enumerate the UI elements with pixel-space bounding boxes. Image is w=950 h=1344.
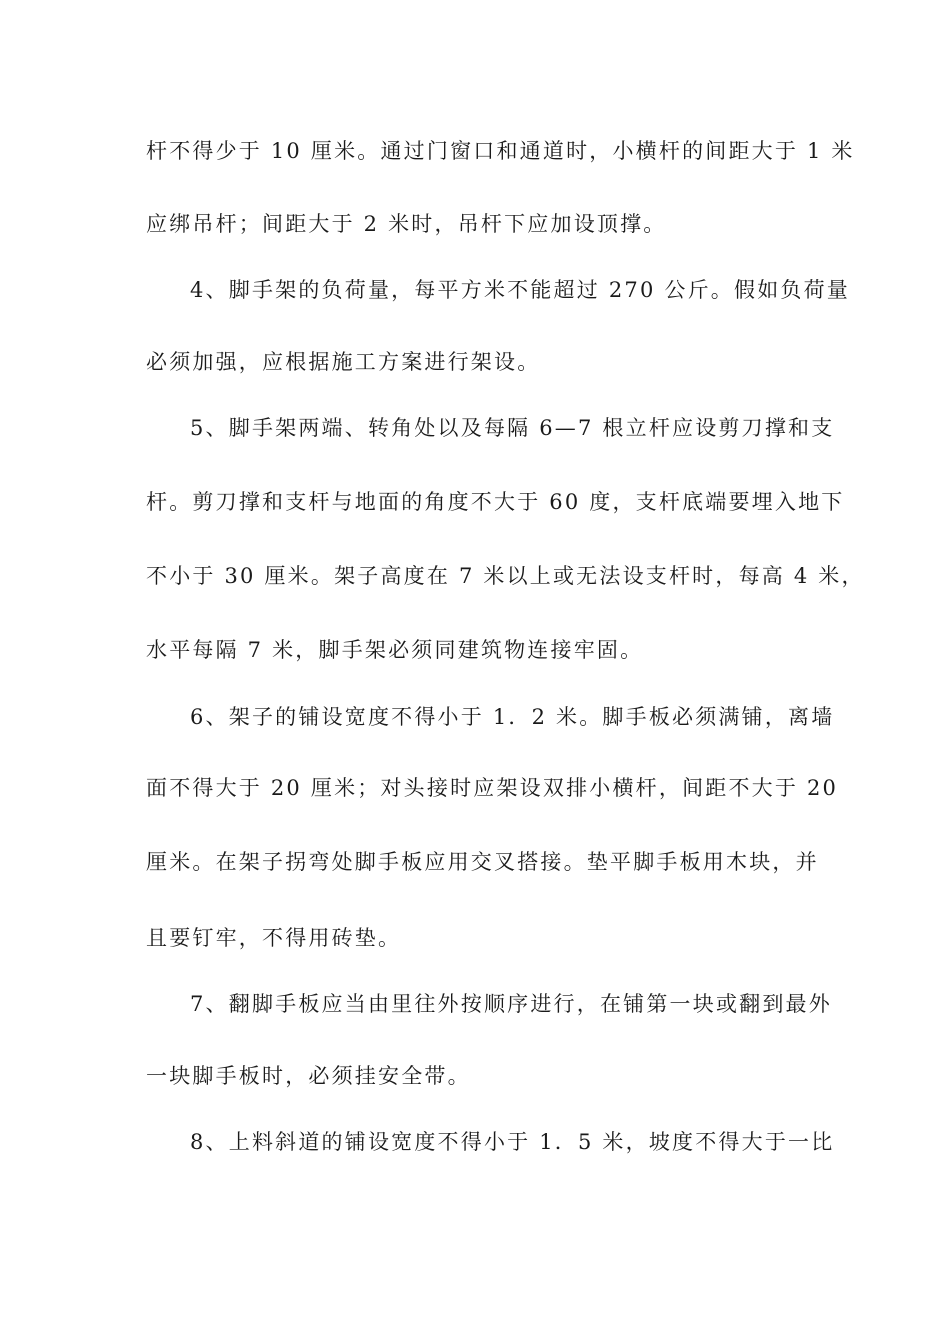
text-line: 杆。剪刀撑和支杆与地面的角度不大于 60 度，支杆底端要埋入地下 [146,490,845,514]
paragraph-5-first-line: 5、脚手架两端、转角处以及每隔 6—7 根立杆应设剪刀撑和支 [190,416,835,440]
paragraph-8-first-line: 8、上料斜道的铺设宽度不得小于 1．5 米，坡度不得大于一比 [190,1130,835,1154]
text-line: 水平每隔 7 米，脚手架必须同建筑物连接牢固。 [146,638,644,662]
text-line: 杆不得少于 10 厘米。通过门窗口和通道时，小横杆的间距大于 1 米 [146,139,855,163]
text-line: 不小于 30 厘米。架子高度在 7 米以上或无法设支杆时，每高 4 米， [146,564,865,588]
paragraph-7-first-line: 7、翻脚手板应当由里往外按顺序进行，在铺第一块或翻到最外 [190,992,832,1016]
text-line: 厘米。在架子拐弯处脚手板应用交叉搭接。垫平脚手板用木块，并 [146,850,819,874]
paragraph-4-first-line: 4、脚手架的负荷量，每平方米不能超过 270 公斤。假如负荷量 [190,278,850,302]
text-line: 面不得大于 20 厘米；对头接时应架设双排小横杆，间距不大于 20 [146,776,839,800]
text-line: 应绑吊杆；间距大于 2 米时，吊杆下应加设顶撑。 [146,212,667,236]
paragraph-6-first-line: 6、架子的铺设宽度不得小于 1．2 米。脚手板必须满铺，离墙 [190,705,835,729]
text-line: 必须加强，应根据施工方案进行架设。 [146,350,541,374]
text-line: 且要钉牢，不得用砖垫。 [146,926,402,950]
text-line: 一块脚手板时，必须挂安全带。 [146,1064,471,1088]
